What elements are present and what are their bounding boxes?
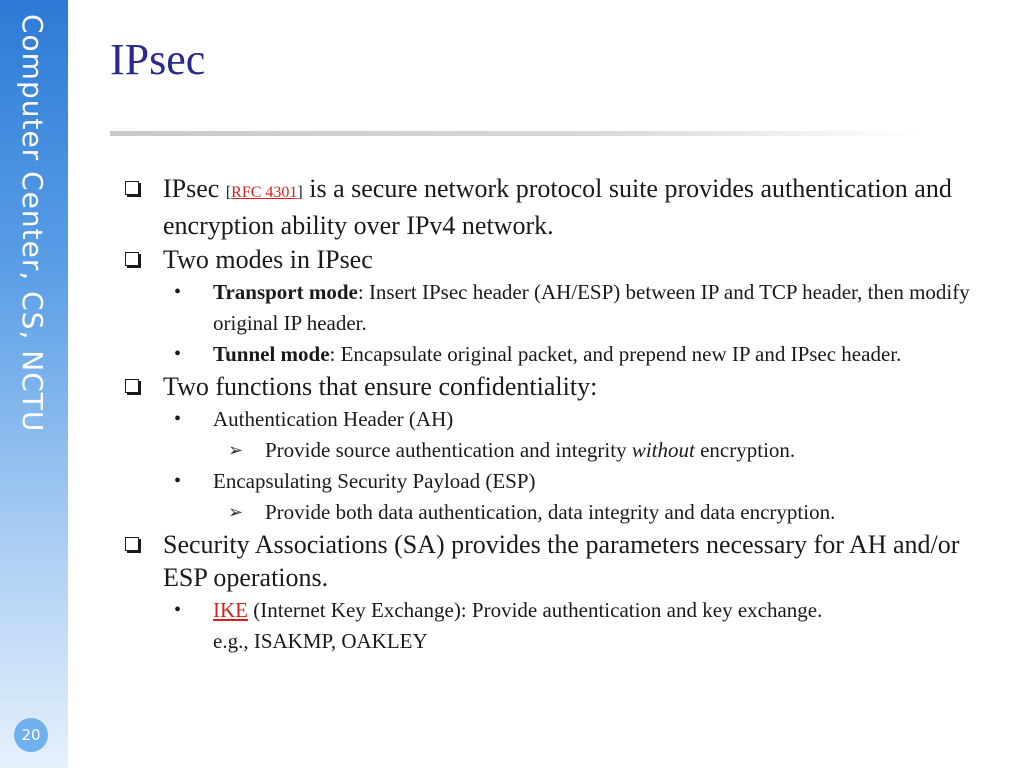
list-item-functions: Two functions that ensure confidentiality: (125, 370, 995, 403)
rfc-4301-link[interactable]: RFC 4301 (231, 184, 298, 201)
bullet-icon: • (174, 281, 182, 303)
arrow-bullet-icon: ➢ (228, 440, 244, 460)
list-item-esp-detail: ➢ Provide both data authentication, data integrity and data encryption. (125, 497, 995, 528)
bullet-icon: • (174, 599, 182, 621)
sidebar-label: Computer Center, CS, NCTU (16, 14, 49, 433)
checkbox-bullet-icon (125, 252, 139, 266)
page-number-badge: 20 (14, 718, 48, 752)
bullet-icon: • (174, 343, 182, 365)
list-item-security-associations: Security Associations (SA) provides the parameters necessary for AH and/or ESP operations. (125, 528, 995, 594)
title-divider (110, 131, 920, 136)
checkbox-bullet-icon (125, 537, 139, 551)
list-item-ah-detail: ➢ Provide source authentication and integrity without encryption. (125, 435, 995, 466)
slide-content (125, 172, 995, 657)
bullet-icon: • (174, 408, 182, 430)
list-item-modes: Two modes in IPsec (125, 243, 995, 276)
bullet-icon: • (174, 470, 182, 492)
sidebar (0, 0, 68, 768)
checkbox-bullet-icon (125, 181, 139, 195)
list-item-tunnel-mode: • Tunnel mode: Encapsulate original packet, and prepend new IP and IPsec header. (125, 339, 995, 370)
ike-link[interactable]: IKE (213, 598, 248, 622)
arrow-bullet-icon: ➢ (228, 502, 244, 522)
checkbox-bullet-icon (125, 379, 139, 393)
list-item-esp: • Encapsulating Security Payload (ESP) (125, 466, 995, 497)
page-title: IPsec (110, 35, 206, 84)
list-item-ipsec-definition: IPsec [RFC 4301] is a secure network protocol suite provides authentication and encryption ability over IPv4 network. (125, 172, 995, 242)
list-item-ike: • IKE (Internet Key Exchange): Provide authentication and key exchange. e.g., ISAKMP, OAKLEY (125, 595, 995, 657)
list-item-ah: • Authentication Header (AH) (125, 404, 995, 435)
list-item-transport-mode: • Transport mode: Insert IPsec header (AH/ESP) between IP and TCP header, then modify original IP header. (125, 277, 995, 339)
